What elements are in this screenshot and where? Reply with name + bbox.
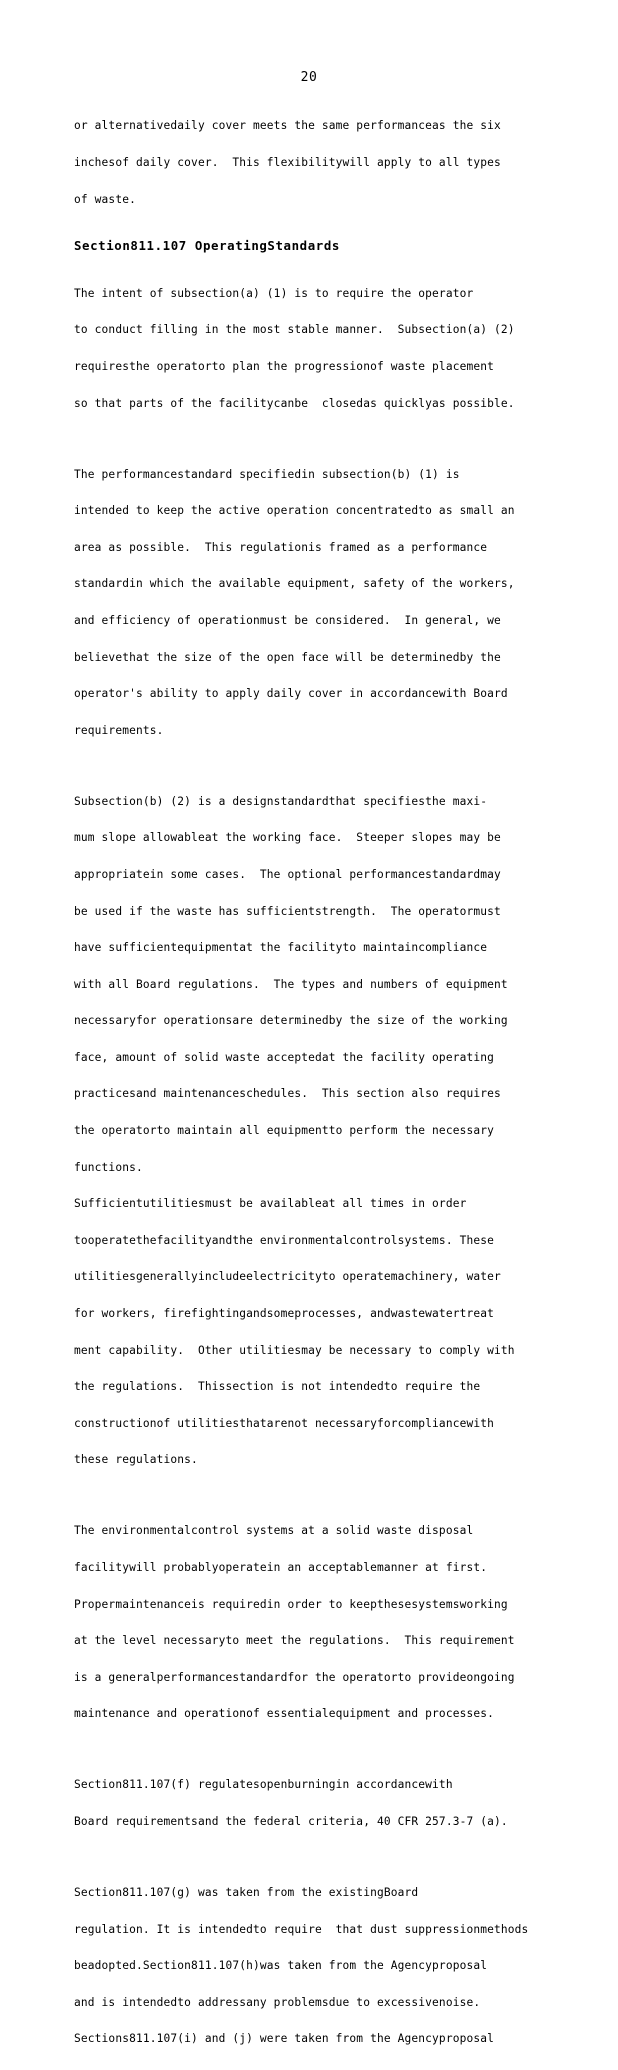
text-line: for workers, firefightingandsomeprocesses, andwastewatertreat [74,1307,495,1321]
text-line: face, amount of solid waste acceptedat the facility operating [74,1050,495,1064]
text-line: necessaryfor operationsare determinedby the size of the working [74,1014,508,1028]
text-line: and is intendedto addressany problemsdue to excessivenoise. [74,1995,481,2009]
paragraph-cover-flexibility [74,96,552,230]
text-line: constructionof utilitiesthatarenot necessaryforcompliancewith [74,1416,495,1430]
paragraph-subsection-b2 [74,771,552,1491]
text-line: Sufficientutilitiesmust be availableat all times in order [74,1197,467,1211]
text-line: maintenance and operationof essentialequipment and processes. [74,1707,495,1721]
text-line: is a generalperformancestandardfor the operatorto provideongoing [74,1670,515,1684]
text-line: Sections811.107(i) and (j) were taken from the Agencyproposal [74,2032,495,2046]
document-body [74,96,552,2070]
text-line: and efficiency of operationmust be considered. In general, we [74,613,501,627]
text-line: The performancestandard specifiedin subsection(b) (1) is [74,467,460,481]
text-line: operator's ability to apply daily cover in accordancewith Board [74,687,508,701]
text-line: ment capability. Other utilitiesmay be necessary to comply with [74,1343,515,1357]
paragraph-performance-standard [74,444,552,761]
text-line: requiresthe operatorto plan the progressionof waste placement [74,359,495,373]
text-line: area as possible. This regulationis framed as a performance [74,540,488,554]
text-line: these regulations. [74,1453,198,1467]
text-line: inchesof daily cover. This flexibilitywill apply to all types [74,156,501,169]
text-line: so that parts of the facilitycanbe closedas quicklyas possible. [74,396,515,410]
text-line: with all Board regulations. The types and numbers of equipment [74,977,508,991]
text-line: Section811.107(g) was taken from the existingBoard [74,1885,419,1899]
text-line: the regulations. Thissection is not intendedto require the [74,1380,481,1394]
text-line: or alternativedaily cover meets the same performanceas the six [74,119,501,133]
text-line: The environmentalcontrol systems at a solid waste disposal [74,1524,474,1538]
text-line: tooperatethefacilityandthe environmentalcontrolsystems. These [74,1233,495,1247]
text-line: intended to keep the active operation concentratedto as small an [74,504,515,518]
text-line: The intent of subsection(a) (1) is to require the operator [74,286,474,300]
text-line: requirements. [74,723,164,737]
text-line: to conduct filling in the most stable manner. Subsection(a) (2) [74,323,515,337]
paragraph-section-107g [74,1863,552,2070]
text-line: be used if the waste has sufficientstrength. The operatormust [74,904,501,918]
text-line: at the level necessaryto meet the regulations. This requirement [74,1634,515,1648]
text-line: facilitywill probablyoperatein an acceptablemanner at first. [74,1561,488,1575]
text-line: standardin which the available equipment, safety of the workers, [74,577,515,591]
text-line: believethat the size of the open face will be determinedby the [74,650,501,664]
text-line: regulation. It is intendedto require that dust suppressionmethods [74,1922,529,1936]
text-line: the operatorto maintain all equipmentto perform the necessary [74,1124,495,1138]
page-number: 20 [300,70,318,85]
paragraph-environmental-control [74,1501,552,1745]
text-line: of waste. [74,192,136,206]
text-line: beadopted.Section811.107(h)was taken from the Agencyproposal [74,1959,488,1973]
text-line: mum slope allowableat the working face. Steeper slopes may be [74,831,501,845]
text-line: Propermaintenanceis requiredin order to keepthesesystemsworking [74,1597,508,1611]
paragraph-section-107f [74,1755,552,1853]
text-line: functions. [74,1160,143,1174]
text-line: Subsection(b) (2) is a designstandardthat specifiesthe maxi- [74,794,488,808]
text-line: Board requirementsand the federal criteria, 40 CFR 257.3-7 (a). [74,1814,508,1828]
paragraph-subsection-a [74,263,552,434]
text-line: utilitiesgenerallyincludeelectricityto operatemachinery, water [74,1270,501,1284]
text-line: appropriatein some cases. The optional performancestandardmay [74,867,501,881]
text-line: have sufficientequipmentat the facilityto maintaincompliance [74,941,488,955]
text-line: practicesand maintenanceschedules. This section also requires [74,1087,501,1101]
section-heading: Section811.107 OperatingStandards [74,238,340,254]
text-line: Section811.107(f) regulatesopenburningin accordancewith [74,1778,453,1792]
